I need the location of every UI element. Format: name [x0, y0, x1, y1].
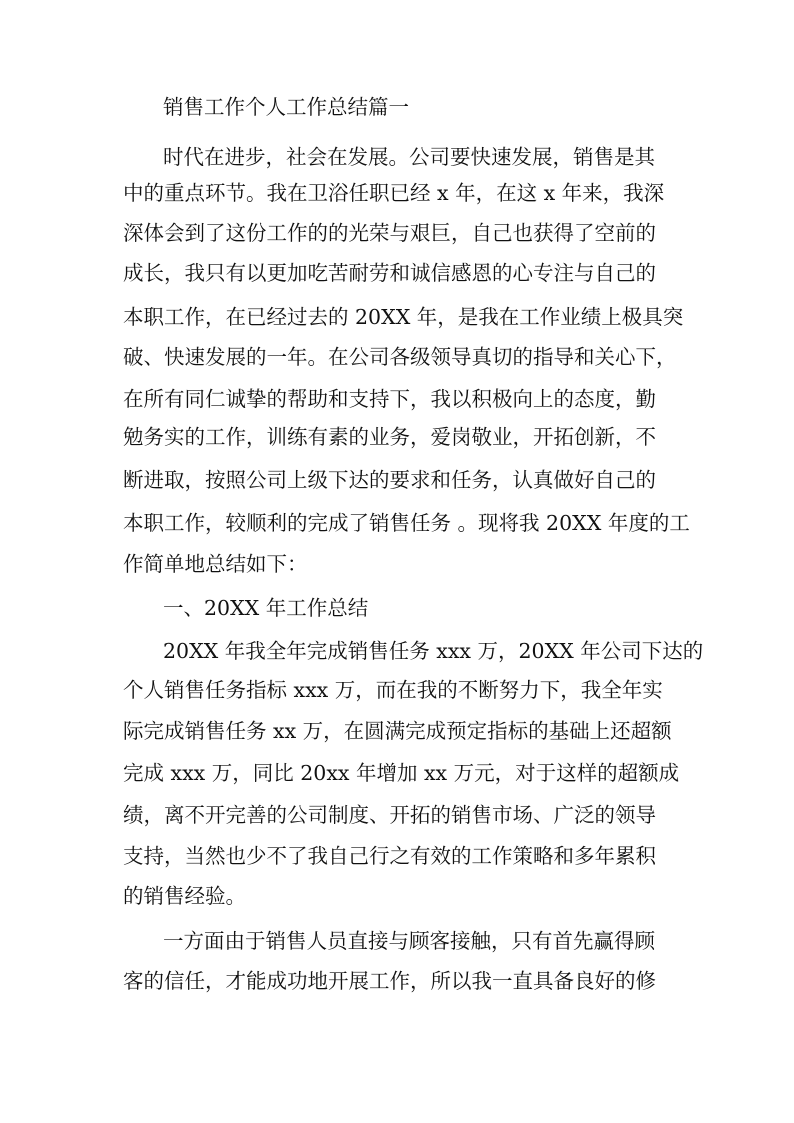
text-line: 本职工作，在已经过去的 20XX 年，是我在工作业绩上极具突: [123, 305, 684, 329]
text-line: 个人销售任务指标 xxx 万，而在我的不断努力下，我全年实: [123, 678, 663, 702]
text-line: 20XX 年我全年完成销售任务 xxx 万，20XX 年公司下达的: [163, 639, 704, 663]
text-line: 断进取，按照公司上级下达的要求和任务，认真做好自己的: [123, 468, 656, 492]
text-line: 作简单地总结如下：: [123, 552, 308, 576]
text-line: 在所有同仁诚挚的帮助和支持下，我以积极向上的态度，勤: [123, 387, 656, 411]
text-line: 中的重点环节。我在卫浴任职已经 x 年，在这 x 年来，我深: [123, 181, 665, 205]
document-title: 销售工作个人工作总结篇一: [163, 95, 409, 119]
text-line: 绩，离不开完善的公司制度、开拓的销售市场、广泛的领导: [123, 803, 656, 827]
text-line: 成长，我只有以更加吃苦耐劳和诚信感恩的心专注与自己的: [123, 261, 656, 285]
text-line: 客的信任，才能成功地开展工作，所以我一直具备良好的修: [123, 969, 656, 993]
text-line: 支持，当然也少不了我自己行之有效的工作策略和多年累积: [123, 844, 656, 868]
text-line: 的销售经验。: [123, 884, 246, 908]
section-heading: 一、20XX 年工作总结: [163, 596, 369, 620]
text-line: 深体会到了这份工作的的光荣与艰巨，自己也获得了空前的: [123, 221, 656, 245]
text-line: 破、快速发展的一年。在公司各级领导真切的指导和关心下，: [123, 345, 677, 369]
text-line: 本职工作，较顺利的完成了销售任务 。现将我 20XX 年度的工: [123, 511, 690, 535]
text-line: 勉务实的工作，训练有素的业务，爱岗敬业，开拓创新，不: [123, 425, 656, 449]
text-line: 完成 xxx 万，同比 20xx 年增加 xx 万元，对于这样的超额成: [123, 761, 680, 785]
text-line: 时代在进步，社会在发展。公司要快速发展，销售是其: [163, 145, 655, 169]
text-line: 际完成销售任务 xx 万，在圆满完成预定指标的基础上还超额: [123, 719, 672, 743]
text-line: 一方面由于销售人员直接与顾客接触，只有首先赢得顾: [163, 929, 655, 953]
